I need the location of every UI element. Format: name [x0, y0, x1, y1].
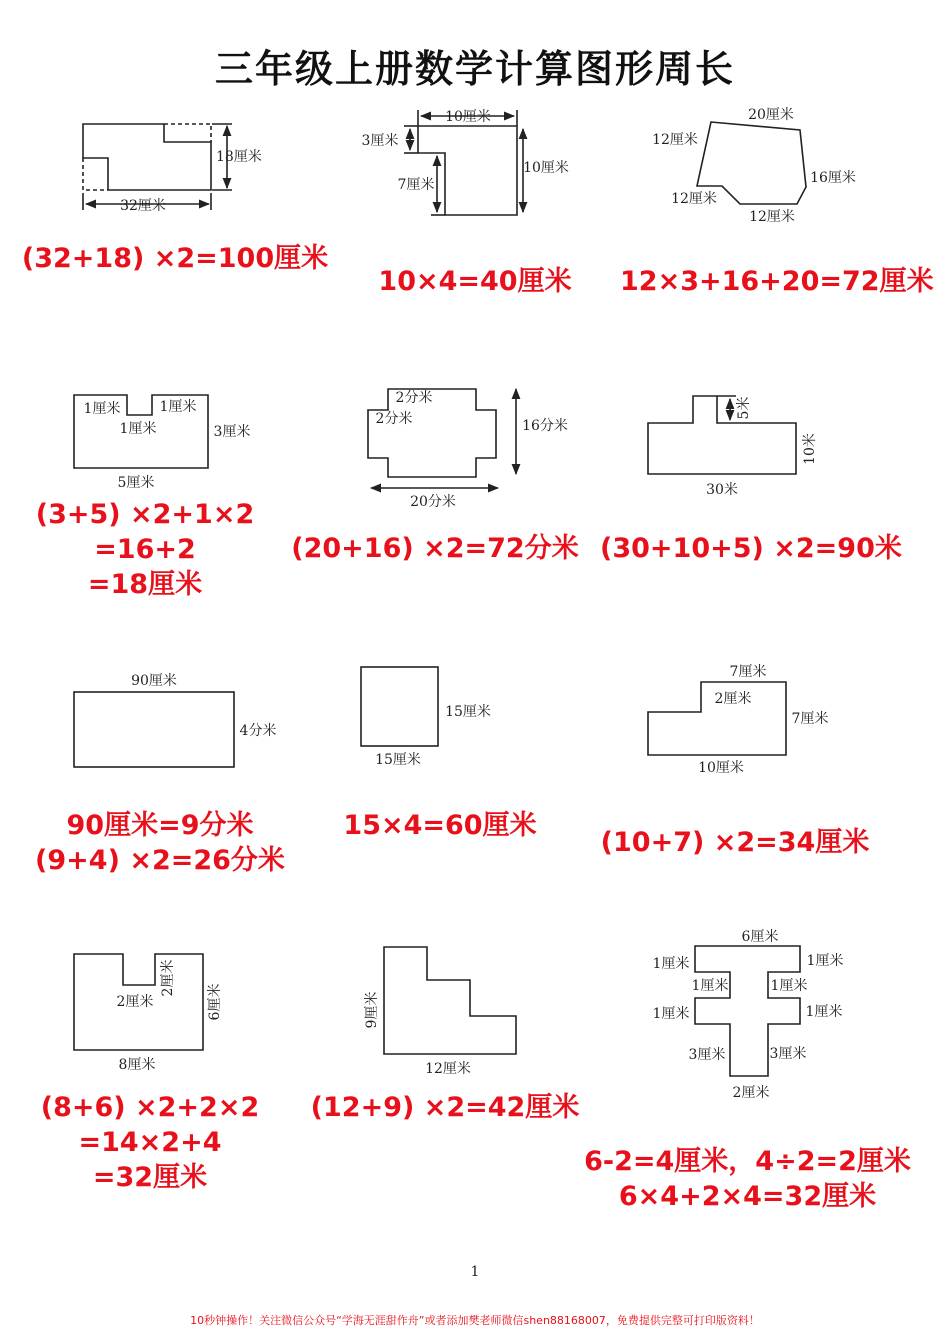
- fig9-label-right: 7厘米: [791, 711, 829, 727]
- fig6-label-notch: 5米: [736, 396, 752, 420]
- answer-8: 15×4=60厘米: [343, 810, 537, 841]
- fig3-label-bottom: 12厘米: [749, 209, 795, 225]
- fig5-label-width: 20分米: [410, 494, 456, 510]
- fig10-label-height: 6厘米: [207, 983, 223, 1021]
- fig10-label-notch-width: 2厘米: [116, 994, 154, 1010]
- fig2-label-right: 10厘米: [523, 160, 569, 176]
- fig12-label-bottom: 2厘米: [732, 1085, 770, 1101]
- fig9-label-top: 7厘米: [729, 664, 767, 680]
- fig1-label-height: 18厘米: [216, 149, 262, 165]
- fig4-label-right: 3厘米: [213, 424, 251, 440]
- fig6-label-height: 10米: [802, 433, 818, 465]
- figure-5-shape: [368, 389, 516, 488]
- fig12-label-tr: 1厘米: [806, 953, 844, 969]
- fig3-label-lower-left: 12厘米: [671, 191, 717, 207]
- figure-8-shape: [361, 667, 438, 746]
- fig7-label-width: 90厘米: [131, 673, 177, 689]
- fig2-label-top: 10厘米: [445, 109, 491, 125]
- answer-5: (20+16) ×2=72分米: [291, 533, 579, 564]
- answer-9: (10+7) ×2=34厘米: [600, 827, 870, 858]
- fig9-label-bottom: 10厘米: [698, 760, 744, 776]
- figure-11-shape: [384, 947, 516, 1054]
- fig3-label-upper-left: 12厘米: [652, 132, 698, 148]
- fig12-label-mr: 1厘米: [770, 978, 808, 994]
- fig9-label-step: 2厘米: [714, 691, 752, 707]
- fig7-label-height: 4分米: [239, 723, 277, 739]
- fig10-label-notch-depth: 2厘米: [160, 959, 176, 997]
- answer-3: 12×3+16+20=72厘米: [620, 266, 934, 297]
- answer-7: 90厘米=9分米 (9+4) ×2=26分米: [35, 810, 285, 876]
- fig1-label-width: 32厘米: [120, 198, 166, 214]
- fig4-label-notch: 1厘米: [119, 421, 157, 437]
- fig4-label-left-step: 1厘米: [83, 401, 121, 417]
- figure-6-shape: [648, 396, 796, 474]
- fig4-label-bottom: 5厘米: [117, 475, 155, 491]
- footer-note: 10秒钟操作！关注微信公众号“学海无涯甜作舟”或者添加樊老师微信shen88168007，免费提供完整可打印版资料！: [190, 1314, 760, 1327]
- answer-2: 10×4=40厘米: [378, 266, 572, 297]
- fig12-label-tl: 1厘米: [652, 956, 690, 972]
- answer-6: (30+10+5) ×2=90米: [600, 533, 902, 564]
- answer-1: (32+18) ×2=100厘米: [21, 243, 329, 274]
- answer-4: (3+5) ×2+1×2 =16+2 =18厘米: [35, 499, 255, 600]
- fig8-label-bottom: 15厘米: [375, 752, 421, 768]
- fig8-label-right: 15厘米: [445, 704, 491, 720]
- fig3-label-top: 20厘米: [748, 107, 794, 123]
- figure-2-shape: [404, 110, 523, 215]
- fig12-label-top: 6厘米: [741, 929, 779, 945]
- fig12-label-stem-right: 3厘米: [769, 1046, 807, 1062]
- fig5-label-corner-b: 2分米: [375, 411, 413, 427]
- fig11-label-bottom: 12厘米: [425, 1061, 471, 1077]
- fig12-label-br: 1厘米: [805, 1004, 843, 1020]
- fig5-label-height: 16分米: [522, 418, 568, 434]
- fig2-label-left-lower: 7厘米: [397, 177, 435, 193]
- fig12-label-stem-left: 3厘米: [688, 1047, 726, 1063]
- fig10-label-bottom: 8厘米: [118, 1057, 156, 1073]
- fig12-label-ml: 1厘米: [691, 978, 729, 994]
- figure-7-shape: [74, 692, 234, 767]
- fig11-label-height: 9厘米: [364, 991, 380, 1029]
- page-number: 1: [470, 1264, 480, 1280]
- fig4-label-right-step: 1厘米: [159, 399, 197, 415]
- page-title: 三年级上册数学计算图形周长: [214, 47, 735, 91]
- answer-10: (8+6) ×2+2×2 =14×2+4 =32厘米: [40, 1092, 260, 1193]
- answer-12: 6-2=4厘米，4÷2=2厘米 6×4+2×4=32厘米: [584, 1146, 911, 1212]
- fig12-label-bl: 1厘米: [652, 1006, 690, 1022]
- fig2-label-left-upper: 3厘米: [361, 133, 399, 149]
- fig6-label-width: 30米: [706, 482, 738, 498]
- fig5-label-corner-a: 2分米: [395, 390, 433, 406]
- fig3-label-right: 16厘米: [810, 170, 856, 186]
- answer-11: (12+9) ×2=42厘米: [310, 1092, 580, 1123]
